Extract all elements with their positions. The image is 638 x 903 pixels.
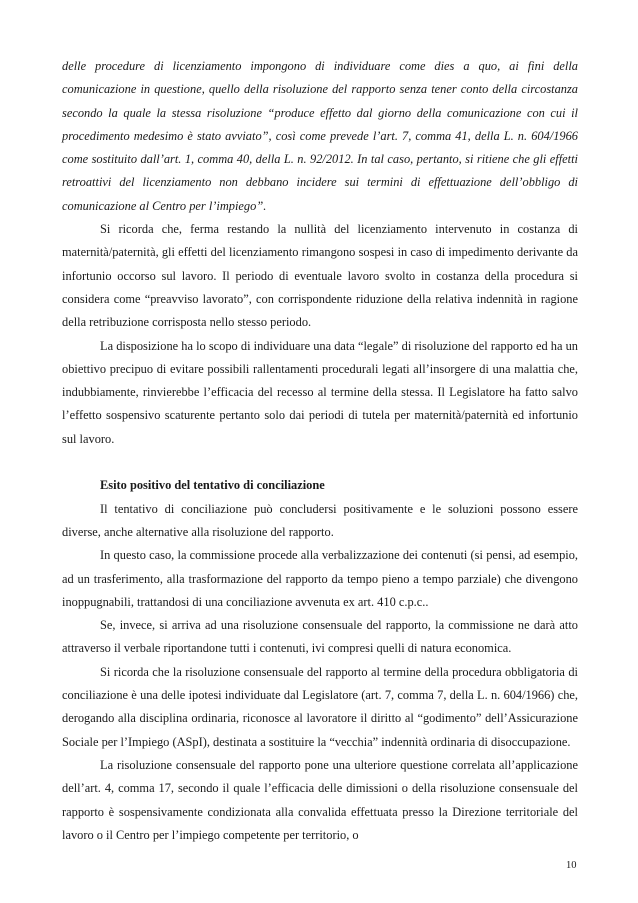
paragraph-dismissal-suspension: Si ricorda che, ferma restando la nullità del licenziamento intervenuto in costanza di maternità/paternità, gli effetti del licenziamento rimangono sospesi in caso di impedimento derivante da infortunio occorso sul lavoro. Il periodo di eventuale lavoro svolto in costanza della procedura si considera come “preavviso lavorato”, con corrispondente riduzione della relativa indennità in ragione della retribuzione corrisposta nello stesso periodo. — [62, 222, 578, 330]
document-page — [62, 55, 578, 847]
paragraph-positive-outcome: Il tentativo di conciliazione può concludersi positivamente e le soluzioni possono essere diverse, anche alternative alla risoluzione del rapporto. — [62, 501, 578, 539]
page-number: 10 — [566, 860, 577, 871]
paragraph-legal-date-purpose: La disposizione ha lo scopo di individuare una data “legale” di risoluzione del rapporto ed ha un obiettivo precipuo di evitare possibili rallentamenti procedurali legati all’insorgere di una malattia che, indubbiamente, rinvierebbe l’efficacia del recesso al termine della stessa. Il Legislatore ha fatto salvo l’effetto sospensivo scaturente pertanto solo dai periodi di tutela per maternità/paternità ed infortunio sul lavoro. — [62, 338, 578, 446]
paragraph-retroactive-effects: delle procedure di licenziamento impongono di individuare come dies a quo, ai fini della comunicazione in questione, quello della risoluzione del rapporto senza tener conto della circostanza secondo la quale la stessa risoluzione “produce effetto dal giorno della comunicazione con cui il procedimento medesimo è stato avviato”, così come prevede l’art. 7, comma 41, della L. n. 604/1966 come sostituito dall’art. 1, comma 40, della L. n. 92/2012. In tal caso, pertanto, si ritiene che gli effetti retroattivi del licenziamento non debbano incidere sui termini di effettuazione dell’obbligo di comunicazione al Centro per l’impiego”. — [62, 59, 578, 213]
paragraph-aspi-right: Si ricorda che la risoluzione consensuale del rapporto al termine della procedura obbligatoria di conciliazione è una delle ipotesi individuate dal Legislatore (art. 7, comma 7, della L. n. 604/1966) che, derogando alla disciplina ordinaria, riconosce al lavoratore il diritto al “godimento” dell’Assicurazione Sociale per l’Impiego (ASpI), destinata a sostituire la “vecchia” indennità ordinaria di disoccupazione. — [62, 664, 578, 749]
section-spacer — [62, 451, 578, 474]
paragraph-verbalization: In questo caso, la commissione procede alla verbalizzazione dei contenuti (si pensi, ad esempio, ad un trasferimento, alla trasformazione del rapporto da tempo pieno a tempo parziale) che divengono inoppugnabili, trattandosi di una conciliazione avvenuta ex art. 410 c.p.c.. — [62, 548, 578, 609]
section-heading: Esito positivo del tentativo di conciliazione — [100, 478, 325, 493]
paragraph-validation-question: La risoluzione consensuale del rapporto pone una ulteriore questione correlata all’applicazione dell’art. 4, comma 17, secondo il quale l’efficacia delle dimissioni o della risoluzione consensuale del rapporto è sospensivamente condizionata alla convalida effettuata presso la Direzione territoriale del lavoro o il Centro per l’impiego competente per territorio, o — [62, 757, 578, 842]
paragraph-consensual-resolution: Se, invece, si arriva ad una risoluzione consensuale del rapporto, la commissione ne darà atto attraverso il verbale riportandone tutti i contenuti, ivi compresi quelli di natura economica. — [62, 618, 578, 656]
